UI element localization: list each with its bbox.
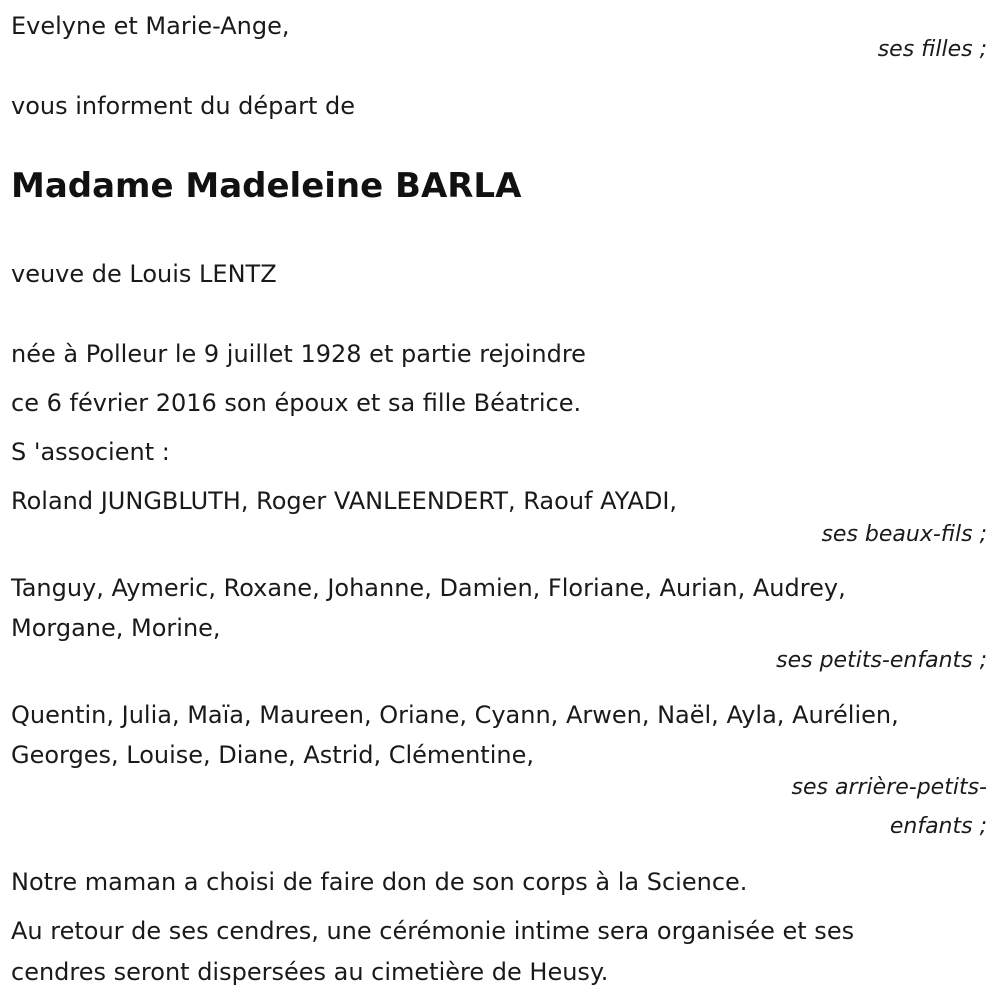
sons-in-law-names: Roland JUNGBLUTH, Roger VANLEENDERT, Raouf AYADI, [11, 487, 678, 515]
grandchildren-names-line2: Morgane, Morine, [11, 614, 221, 642]
deceased-name: Madame Madeleine BARLA [11, 166, 522, 206]
science-text: Notre maman a choisi de faire don de son corps à la Science. [11, 868, 748, 896]
sons-in-law-role: ses beaux-fils ; [821, 522, 987, 547]
great-grandchildren-role-line2: enfants ; [889, 814, 987, 839]
ceremony-text-line2: cendres seront dispersées au cimetière de Heusy. [11, 958, 609, 986]
great-grandchildren-names-line2: Georges, Louise, Diane, Astrid, Clémentine, [11, 741, 534, 769]
great-grandchildren-names-line1: Quentin, Julia, Maïa, Maureen, Oriane, Cyann, Arwen, Naël, Ayla, Aurélien, [11, 701, 899, 729]
daughters-role: ses filles ; [877, 37, 987, 62]
grandchildren-names-line1: Tanguy, Aymeric, Roxane, Johanne, Damien, Floriane, Aurian, Audrey, [11, 574, 846, 602]
associate-text: S 'associent : [11, 438, 170, 466]
intro-text: Evelyne et Marie-Ange, [11, 12, 290, 40]
widow-of-text: veuve de Louis LENTZ [11, 260, 277, 288]
ceremony-text-line1: Au retour de ses cendres, une cérémonie intime sera organisée et ses [11, 917, 855, 945]
announce-text: vous informent du départ de [11, 92, 356, 120]
death-line: ce 6 février 2016 son époux et sa fille Béatrice. [11, 389, 582, 417]
birth-line: née à Polleur le 9 juillet 1928 et partie rejoindre [11, 340, 586, 368]
great-grandchildren-role-line1: ses arrière-petits- [791, 775, 987, 800]
grandchildren-role: ses petits-enfants ; [776, 648, 987, 673]
